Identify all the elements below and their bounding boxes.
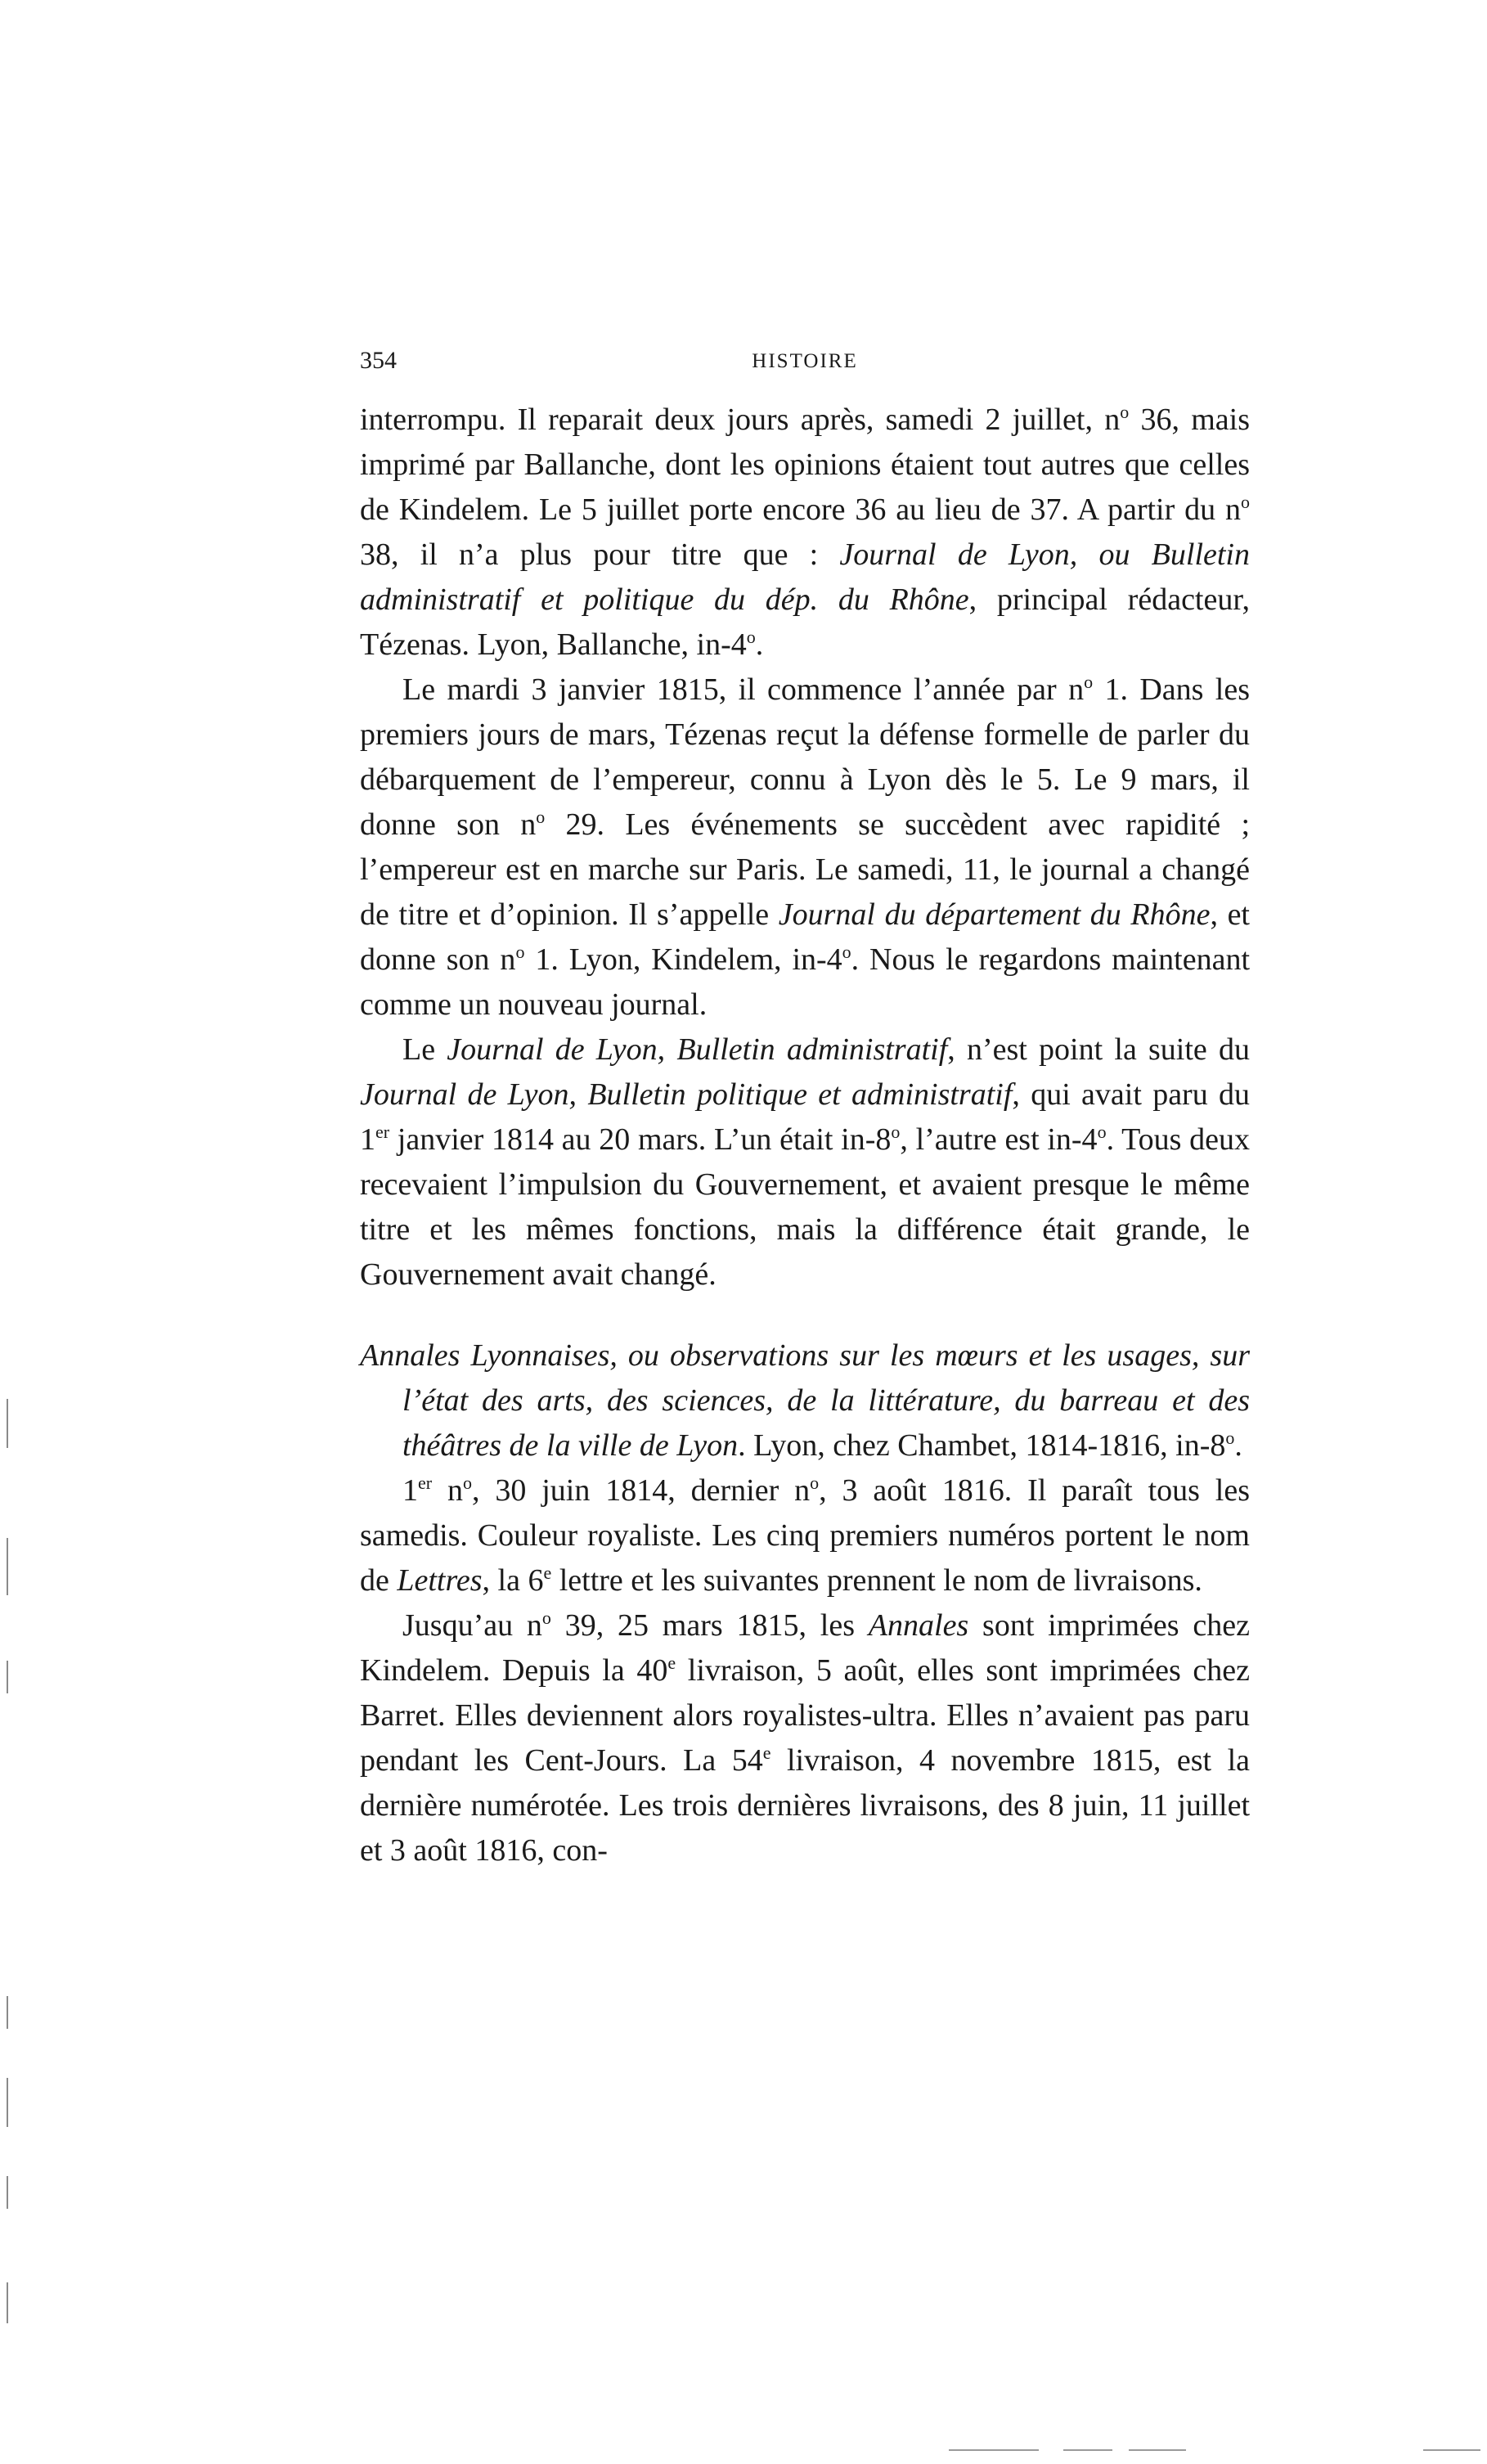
italic-title: Journal de Lyon, ou Bulletin administratif et politique du dép. du Rhône: [360, 537, 1250, 617]
scan-mark: [7, 2078, 8, 2127]
text-run: , et donne son n: [360, 897, 1250, 977]
text-run: Le mardi 3 janvier 1815, il commence l’année par n: [402, 672, 1085, 707]
scan-mark: [7, 2282, 8, 2323]
text-run: 1. Lyon, Kindelem, in-4: [524, 942, 842, 977]
italic-title: Journal de Lyon, Bulletin politique et administratif: [360, 1077, 1013, 1112]
text-run: . Lyon, chez Chambet, 1814-1816, in-8: [738, 1428, 1226, 1463]
superscript: e: [667, 1652, 676, 1673]
superscript: o: [1084, 672, 1094, 692]
superscript: o: [515, 942, 525, 962]
paragraph-4: [360, 1468, 1250, 1603]
text-run: 39, 25 mars 1815, les: [550, 1608, 869, 1643]
superscript: o: [1120, 402, 1130, 422]
superscript: er: [418, 1473, 433, 1493]
text-run: 1. Dans les premiers jours de mars, Tézenas reçut la défense formelle de parler du débarquement de l’empereur, connu à Lyon dès le 5. Le 9 mars, il donne son n: [360, 672, 1250, 842]
running-title: HISTOIRE: [752, 350, 858, 372]
paragraph-1: [360, 398, 1250, 668]
superscript: er: [375, 1122, 390, 1142]
text-run: , 3 août 1816. Il paraît tous les samedis. Couleur royaliste. Les cinq premiers numéros portent le nom de: [360, 1473, 1251, 1598]
superscript: o: [1225, 1428, 1235, 1448]
text-run: Le: [402, 1032, 447, 1067]
superscript: e: [762, 1742, 771, 1763]
text-run: janvier 1814 au 20 mars. L’un était in-8: [389, 1122, 892, 1157]
superscript: o: [1097, 1122, 1107, 1142]
page-number: 354: [360, 347, 397, 374]
text-run: , l’autre est in-4: [900, 1122, 1098, 1157]
text-run: sont imprimées chez Kindelem. Depuis la 40: [360, 1608, 1250, 1688]
scan-edge-mark: [1129, 2449, 1186, 2451]
scan-edge-mark: [1423, 2449, 1480, 2451]
entry-title: Annales Lyonnaises, ou observations sur les mœurs et les usages, sur l’état des arts, des sciences, de la littérature, du barreau et des théâtres de la ville de Lyon: [360, 1338, 1250, 1463]
superscript: e: [543, 1562, 552, 1583]
section-gap: [360, 1297, 1250, 1333]
bibliographic-entry: [360, 1333, 1250, 1468]
scan-mark: [7, 1661, 8, 1693]
text-run: 1: [402, 1473, 418, 1508]
scan-margin-marks: [7, 1391, 11, 2372]
text-run: livraison, 5 août, elles sont imprimées chez Barret. Elles deviennent alors royalistes-ultra. Elles n’avaient pas paru pendant les Cent-Jours. La 54: [360, 1653, 1250, 1778]
italic-title: Annales: [868, 1608, 969, 1643]
scan-edge-mark: [949, 2449, 1039, 2451]
text-run: , la 6: [482, 1563, 544, 1598]
italic-title: Lettres: [397, 1563, 483, 1598]
text-run: 38, il n’a plus pour titre que :: [360, 537, 840, 572]
text-run: Jusqu’au n: [402, 1608, 542, 1643]
scan-mark: [7, 1996, 8, 2029]
superscript: o: [541, 1607, 551, 1628]
text-run: . Nous le regardons maintenant comme un nouveau journal.: [360, 942, 1251, 1022]
paragraph-2: [360, 668, 1250, 1027]
superscript: o: [462, 1473, 472, 1493]
text-run: 29. Les événements se succèdent avec rapidité ; l’empereur est en marche sur Paris. Le samedi, 11, le journal a changé de titre et d’opinion. Il s’appelle: [360, 807, 1251, 932]
text-run: . Tous deux recevaient l’impulsion du Gouvernement, et avaient presque le même titre et les mêmes fonctions, mais la différence était grande, le Gouvernement avait changé.: [360, 1122, 1250, 1292]
scan-mark: [7, 1399, 8, 1448]
text-run: .: [1234, 1428, 1242, 1463]
main-text: [360, 398, 1250, 1873]
paragraph-5: [360, 1603, 1250, 1873]
superscript: o: [1241, 492, 1250, 512]
text-run: .: [755, 627, 764, 662]
running-head: [360, 347, 1250, 380]
text-run: , qui avait paru du 1: [360, 1077, 1251, 1157]
paragraph-3: [360, 1027, 1250, 1297]
superscript: o: [536, 807, 546, 827]
text-run: 36, mais imprimé par Ballanche, dont les opinions étaient tout autres que celles de Kindelem. Le 5 juillet porte encore 36 au lieu de 37. A partir du n: [360, 402, 1250, 527]
text-run: , 30 juin 1814, dernier n: [471, 1473, 811, 1508]
text-run: n: [432, 1473, 463, 1508]
italic-title: Journal du département du Rhône: [778, 897, 1211, 932]
text-run: , n’est point la suite du: [947, 1032, 1250, 1067]
superscript: o: [810, 1473, 820, 1493]
scan-mark: [7, 2176, 8, 2209]
superscript: o: [746, 627, 756, 647]
text-run: lettre et les suivantes prennent le nom de livraisons.: [551, 1563, 1202, 1598]
scan-edge-mark: [1063, 2449, 1112, 2451]
text-run: livraison, 4 novembre 1815, est la dernière numérotée. Les trois dernières livraisons, des 8 juin, 11 juillet et 3 août 1816, con-: [360, 1743, 1251, 1868]
text-run: , principal rédacteur, Tézenas. Lyon, Ballanche, in-4: [360, 582, 1250, 662]
superscript: o: [891, 1122, 901, 1142]
superscript: o: [842, 942, 851, 962]
italic-title: Journal de Lyon, Bulletin administratif: [447, 1032, 948, 1067]
scan-mark: [7, 1538, 8, 1595]
text-run: interrompu. Il reparait deux jours après, samedi 2 juillet, n: [360, 402, 1121, 437]
